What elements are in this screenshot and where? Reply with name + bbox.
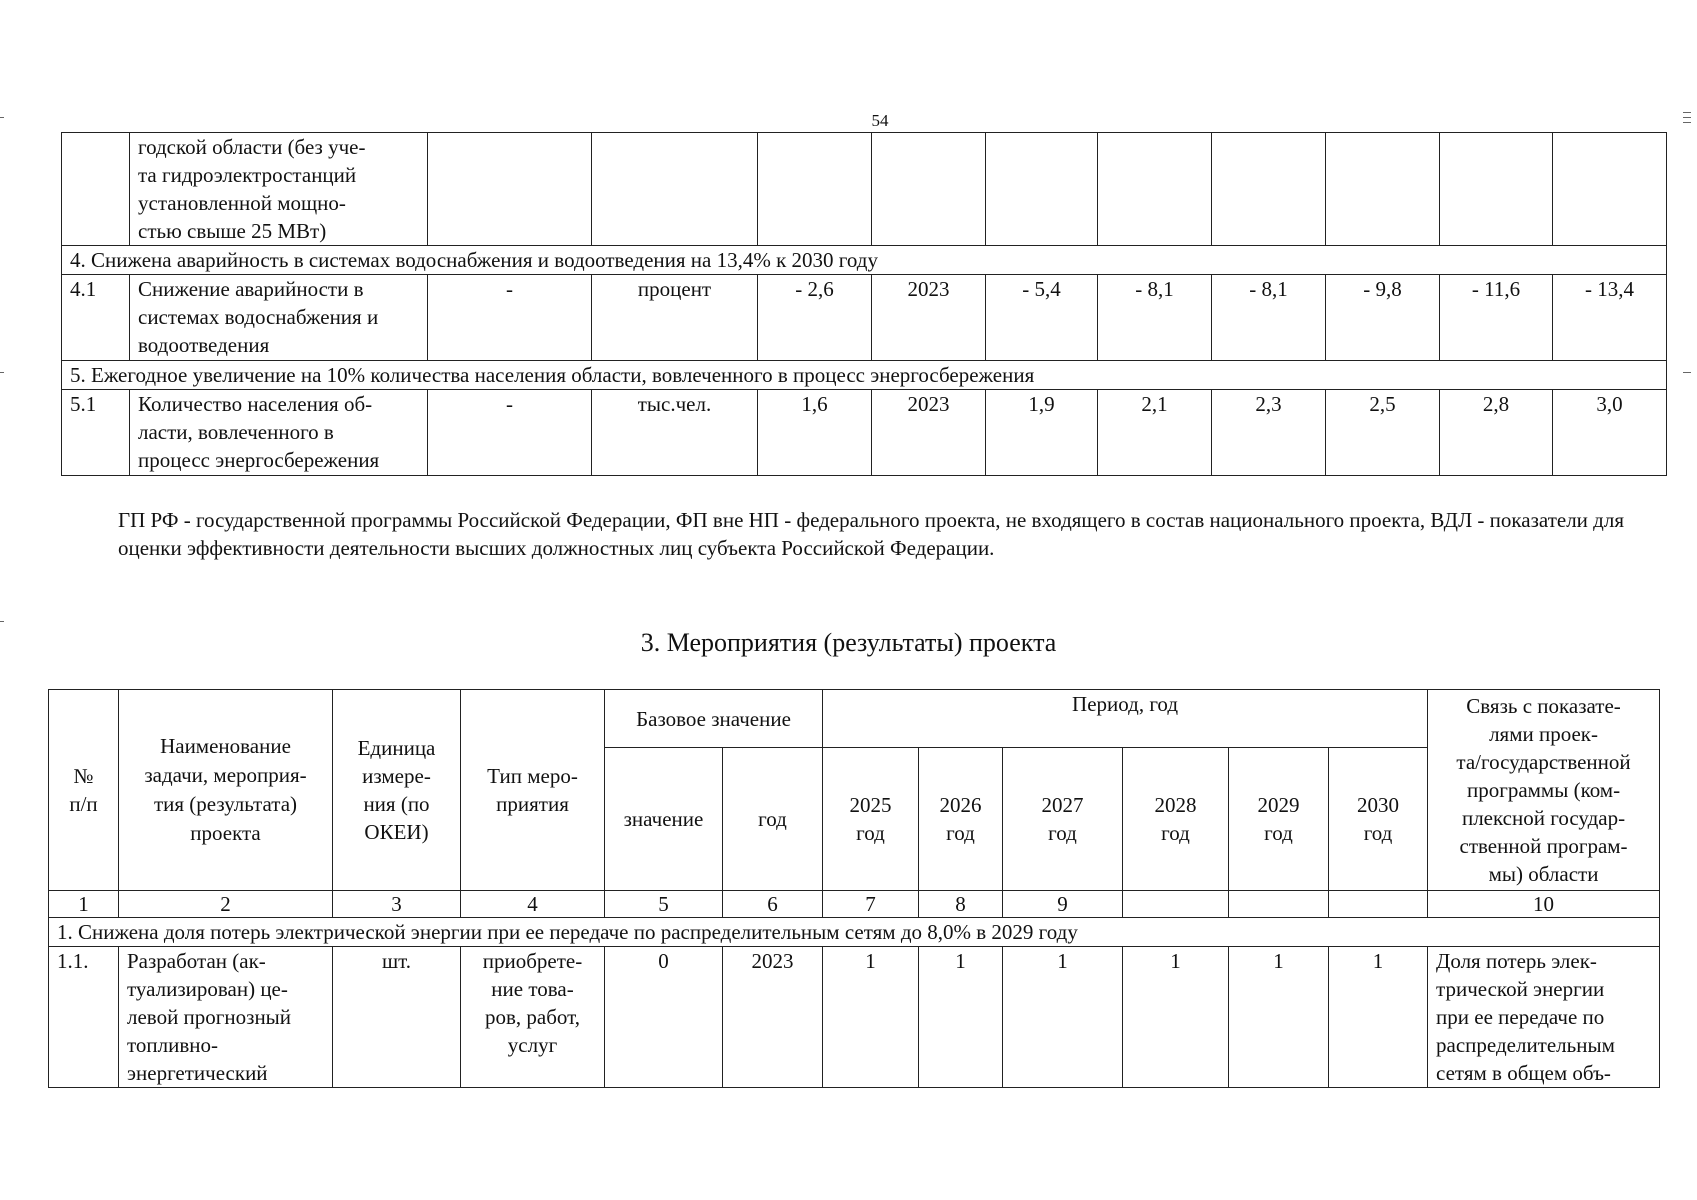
header-year: 2029 год bbox=[1229, 748, 1329, 891]
cell bbox=[1326, 133, 1440, 246]
value-cell: 2,8 bbox=[1440, 390, 1553, 476]
scan-mark bbox=[1683, 112, 1691, 113]
header-row bbox=[49, 690, 1660, 748]
header-type: Тип меро- приятия bbox=[461, 690, 605, 891]
header-year: 2030 год bbox=[1329, 748, 1428, 891]
scan-mark bbox=[0, 621, 4, 622]
header-year: 2026 год bbox=[919, 748, 1003, 891]
table-row bbox=[49, 947, 1660, 1088]
value-cell: 3,0 bbox=[1553, 390, 1667, 476]
measure-name: Разработан (ак- туализирован) це- левой прогнозный топливно- энергетический bbox=[119, 947, 333, 1088]
value-cell: - 5,4 bbox=[986, 275, 1098, 361]
value-cell: 1 bbox=[823, 947, 919, 1088]
column-number: 9 bbox=[1003, 891, 1123, 918]
cell bbox=[1440, 133, 1553, 246]
column-number: 5 bbox=[605, 891, 723, 918]
indicator-name: Снижение аварийности в системах водоснабжения и водоотведения bbox=[130, 275, 428, 361]
cell bbox=[1098, 133, 1212, 246]
section-heading: 4. Снижена аварийность в системах водоснабжения и водоотведения на 13,4% к 2030 году bbox=[62, 246, 1667, 275]
column-number-row bbox=[49, 891, 1660, 918]
value-cell: 2,5 bbox=[1326, 390, 1440, 476]
cell bbox=[1553, 133, 1667, 246]
type-cell: приобрете- ние това- ров, работ, услуг bbox=[461, 947, 605, 1088]
column-number bbox=[1229, 891, 1329, 918]
measures-table bbox=[48, 689, 1660, 1088]
level-cell: - bbox=[428, 275, 592, 361]
base-year-cell: 2023 bbox=[723, 947, 823, 1088]
base-value-cell: 1,6 bbox=[758, 390, 872, 476]
header-link: Связь с показате- лями проек- та/государственной программы (ком- плексной государ- ственной програм- мы) области bbox=[1428, 690, 1660, 891]
column-number: 4 bbox=[461, 891, 605, 918]
header-year: 2027 год bbox=[1003, 748, 1123, 891]
section-heading: 1. Снижена доля потерь электрической энергии при ее передаче по распределительным сетям до 8,0% в 2029 году bbox=[49, 918, 1660, 947]
cell bbox=[986, 133, 1098, 246]
column-number: 7 bbox=[823, 891, 919, 918]
column-number bbox=[1329, 891, 1428, 918]
value-cell: 1 bbox=[1329, 947, 1428, 1088]
base-year-cell: 2023 bbox=[872, 390, 986, 476]
link-cell: Доля потерь элек- трической энергии при ее передаче по распределительным сетям в общем объ- bbox=[1428, 947, 1660, 1088]
cell bbox=[428, 133, 592, 246]
unit-cell: шт. bbox=[333, 947, 461, 1088]
value-cell: 2,3 bbox=[1212, 390, 1326, 476]
section-row bbox=[62, 246, 1667, 275]
unit-cell: процент bbox=[592, 275, 758, 361]
cell bbox=[872, 133, 986, 246]
header-base-year: год bbox=[723, 748, 823, 891]
column-number: 10 bbox=[1428, 891, 1660, 918]
header-num: № п/п bbox=[49, 690, 119, 891]
scan-mark bbox=[0, 372, 4, 373]
header-base-value: значение bbox=[605, 748, 723, 891]
indicator-name: Количество населения об- ласти, вовлеченного в процесс энергосбережения bbox=[130, 390, 428, 476]
cell bbox=[758, 133, 872, 246]
scan-mark bbox=[1683, 117, 1691, 118]
value-cell: 1,9 bbox=[986, 390, 1098, 476]
value-cell: 1 bbox=[1229, 947, 1329, 1088]
section-heading: 5. Ежегодное увеличение на 10% количества населения области, вовлеченного в процесс энергосбережения bbox=[62, 361, 1667, 390]
column-number: 2 bbox=[119, 891, 333, 918]
header-base-group: Базовое значение bbox=[605, 690, 823, 748]
page-number: 54 bbox=[871, 111, 889, 130]
row-number: 4.1 bbox=[62, 275, 130, 361]
value-cell: 1 bbox=[919, 947, 1003, 1088]
value-cell: - 11,6 bbox=[1440, 275, 1553, 361]
cell bbox=[62, 133, 130, 246]
header-year: 2028 год bbox=[1123, 748, 1229, 891]
column-number bbox=[1123, 891, 1229, 918]
table-row bbox=[62, 275, 1667, 361]
column-number: 8 bbox=[919, 891, 1003, 918]
base-value-cell: - 2,6 bbox=[758, 275, 872, 361]
table-row bbox=[62, 390, 1667, 476]
row-number: 5.1 bbox=[62, 390, 130, 476]
section-row bbox=[62, 361, 1667, 390]
value-cell: 1 bbox=[1003, 947, 1123, 1088]
cell bbox=[592, 133, 758, 246]
header-year: 2025 год bbox=[823, 748, 919, 891]
base-year-cell: 2023 bbox=[872, 275, 986, 361]
scan-mark bbox=[1683, 372, 1691, 373]
header-unit: Единица измере- ния (по ОКЕИ) bbox=[333, 690, 461, 891]
scan-mark bbox=[1683, 122, 1691, 123]
base-value-cell: 0 bbox=[605, 947, 723, 1088]
column-number: 6 bbox=[723, 891, 823, 918]
footnote: ГП РФ - государственной программы Российской Федерации, ФП вне НП - федерального проекта, не входящего в состав национального проекта, ВДЛ - показатели для оценки эффективности деятельности высших должностных лиц субъекта Российской Федерации. bbox=[118, 508, 1624, 560]
section-row bbox=[49, 918, 1660, 947]
row-number: 1.1. bbox=[49, 947, 119, 1088]
level-cell: - bbox=[428, 390, 592, 476]
cell bbox=[1212, 133, 1326, 246]
column-number: 1 bbox=[49, 891, 119, 918]
scan-mark bbox=[0, 117, 4, 118]
value-cell: - 8,1 bbox=[1098, 275, 1212, 361]
table-row bbox=[62, 133, 1667, 246]
header-name: Наименование задачи, мероприя- тия (результата) проекта bbox=[119, 690, 333, 891]
section-title: 3. Мероприятия (результаты) проекта bbox=[640, 628, 1057, 657]
indicators-table bbox=[61, 132, 1667, 476]
value-cell: - 13,4 bbox=[1553, 275, 1667, 361]
value-cell: - 8,1 bbox=[1212, 275, 1326, 361]
value-cell: - 9,8 bbox=[1326, 275, 1440, 361]
unit-cell: тыс.чел. bbox=[592, 390, 758, 476]
column-number: 3 bbox=[333, 891, 461, 918]
indicator-name: годской области (без уче- та гидроэлектростанций установленной мощно- стью свыше 25 МВт) bbox=[130, 133, 428, 246]
value-cell: 1 bbox=[1123, 947, 1229, 1088]
value-cell: 2,1 bbox=[1098, 390, 1212, 476]
header-period-group: Период, год bbox=[823, 690, 1428, 748]
